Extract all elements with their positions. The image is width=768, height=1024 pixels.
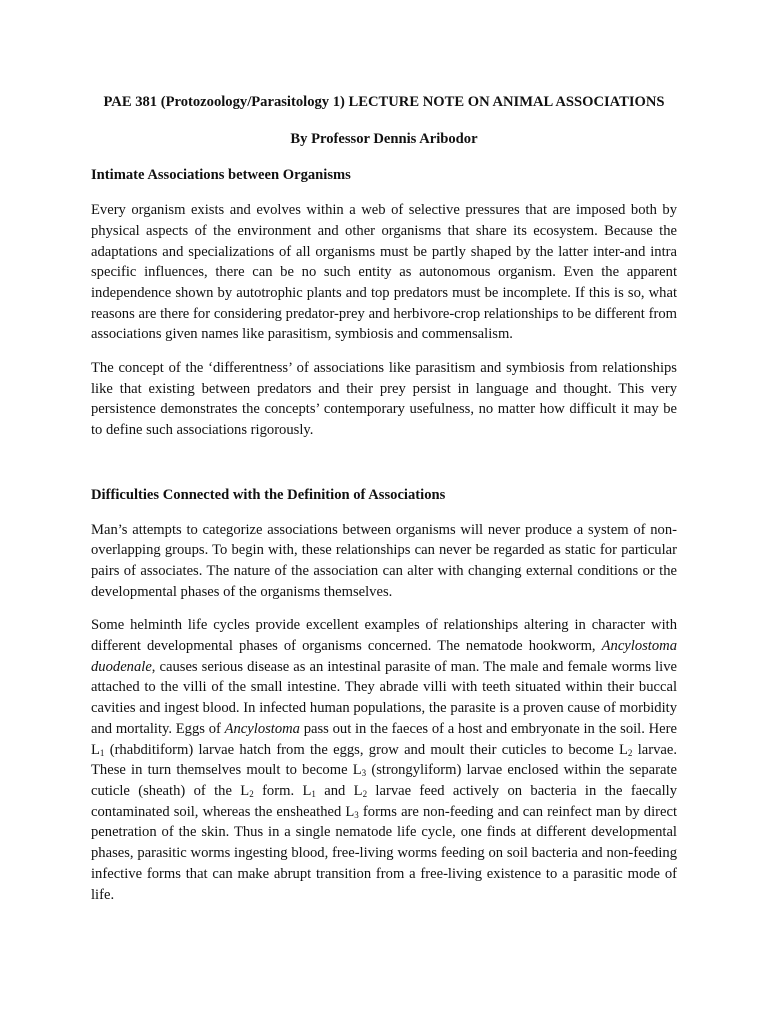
p4-text: larvae feed actively on bacteria in the faecally contaminated soil, whereas the ensheathed L: [91, 782, 677, 820]
p4-text: Some helminth life cycles provide excellent examples of relationships altering in character with different developmental phases of organisms concerned. The nematode hookworm,: [91, 617, 677, 655]
section-heading-intimate-associations: Intimate Associations between Organisms: [91, 167, 351, 184]
subscript: 2: [362, 788, 368, 799]
genus-name-ancylostoma: Ancylostoma: [224, 720, 300, 737]
p4-text: forms are non-feeding and can reinfect man by direct penetration of the skin. Thus in a single nematode life cycle, one finds at different developmental phases, parasitic worms ingesting blood, free-living worms feeding on soil bacteria and non-feeding infective forms that can make abrupt transition from a free-living existence to a parasitic mode of life.: [91, 803, 677, 903]
p4-text: (strongyliform) larvae enclosed within the separate cuticle (sheath) of the L: [91, 762, 677, 799]
subscript: 3: [354, 809, 359, 820]
subscript: 1: [99, 747, 105, 758]
p4-text: form. L: [253, 782, 312, 799]
section-heading-difficulties: Difficulties Connected with the Definition of Associations: [91, 486, 446, 503]
subscript: 2: [627, 747, 633, 758]
document-title: PAE 381 (Protozoology/Parasitology 1) LECTURE NOTE ON ANIMAL ASSOCIATIONS: [103, 94, 665, 110]
document-page: [91, 92, 677, 918]
p4-text: (rhabditiform) larvae hatch from the eggs, grow and moult their cuticles to become L: [104, 741, 628, 758]
p4-text: , causes serious disease as an intestinal parasite of man. The male and female worms live attached to the villi of the small intestine. They abrade villi with teeth situated within their buccal cavities and ingest blood. In infected human populations, the parasite is a proven cause of morbidity and mortality. Eggs of: [91, 658, 677, 737]
p4-text: pass out in the faeces of a host and embryonate in the soil. Here L: [91, 720, 677, 758]
paragraph-2: The concept of the ‘differentness’ of associations like parasitism and symbiosis from relationships like that existing between predators and their prey persist in language and thought. This very persistence demonstrates the concepts’ contemporary usefulness, no matter how difficult it may be to define such associations rigorously.: [91, 360, 677, 439]
paragraph-4: [91, 615, 677, 905]
paragraph-1: Every organism exists and evolves within a web of selective pressures that are imposed both by physical aspects of the environment and other organisms that share its ecosystem. Because the adaptations and specializations of all organisms must be partly shaped by the latter inter-and intra specific influences, there can be no such entity as autonomous organism. Even the apparent independence shown by autotrophic plants and top predators must be incomplete. If this is so, what reasons are there for considering predator-prey and herbivore-crop relationships to be different from associations given names like parasitism, symbiosis and commensalism.: [91, 202, 677, 343]
section-spacer: [91, 454, 677, 485]
species-name-ancylostoma-duodenale: Ancylostoma duodenale: [91, 638, 677, 675]
document-author: By Professor Dennis Aribodor: [290, 130, 478, 147]
paragraph-3: Man’s attempts to categorize associations between organisms will never produce a system of non-overlapping groups. To begin with, these relationships can never be regarded as static for particular pairs of associates. The nature of the association can alter with changing external conditions or the developmental phases of the organisms themselves.: [91, 521, 677, 600]
subscript: 1: [311, 788, 316, 799]
subscript: 2: [249, 788, 254, 799]
p4-text: and L: [315, 782, 363, 799]
p4-text: larvae. These in turn themselves moult to become L: [91, 741, 677, 779]
subscript: 3: [361, 768, 367, 779]
